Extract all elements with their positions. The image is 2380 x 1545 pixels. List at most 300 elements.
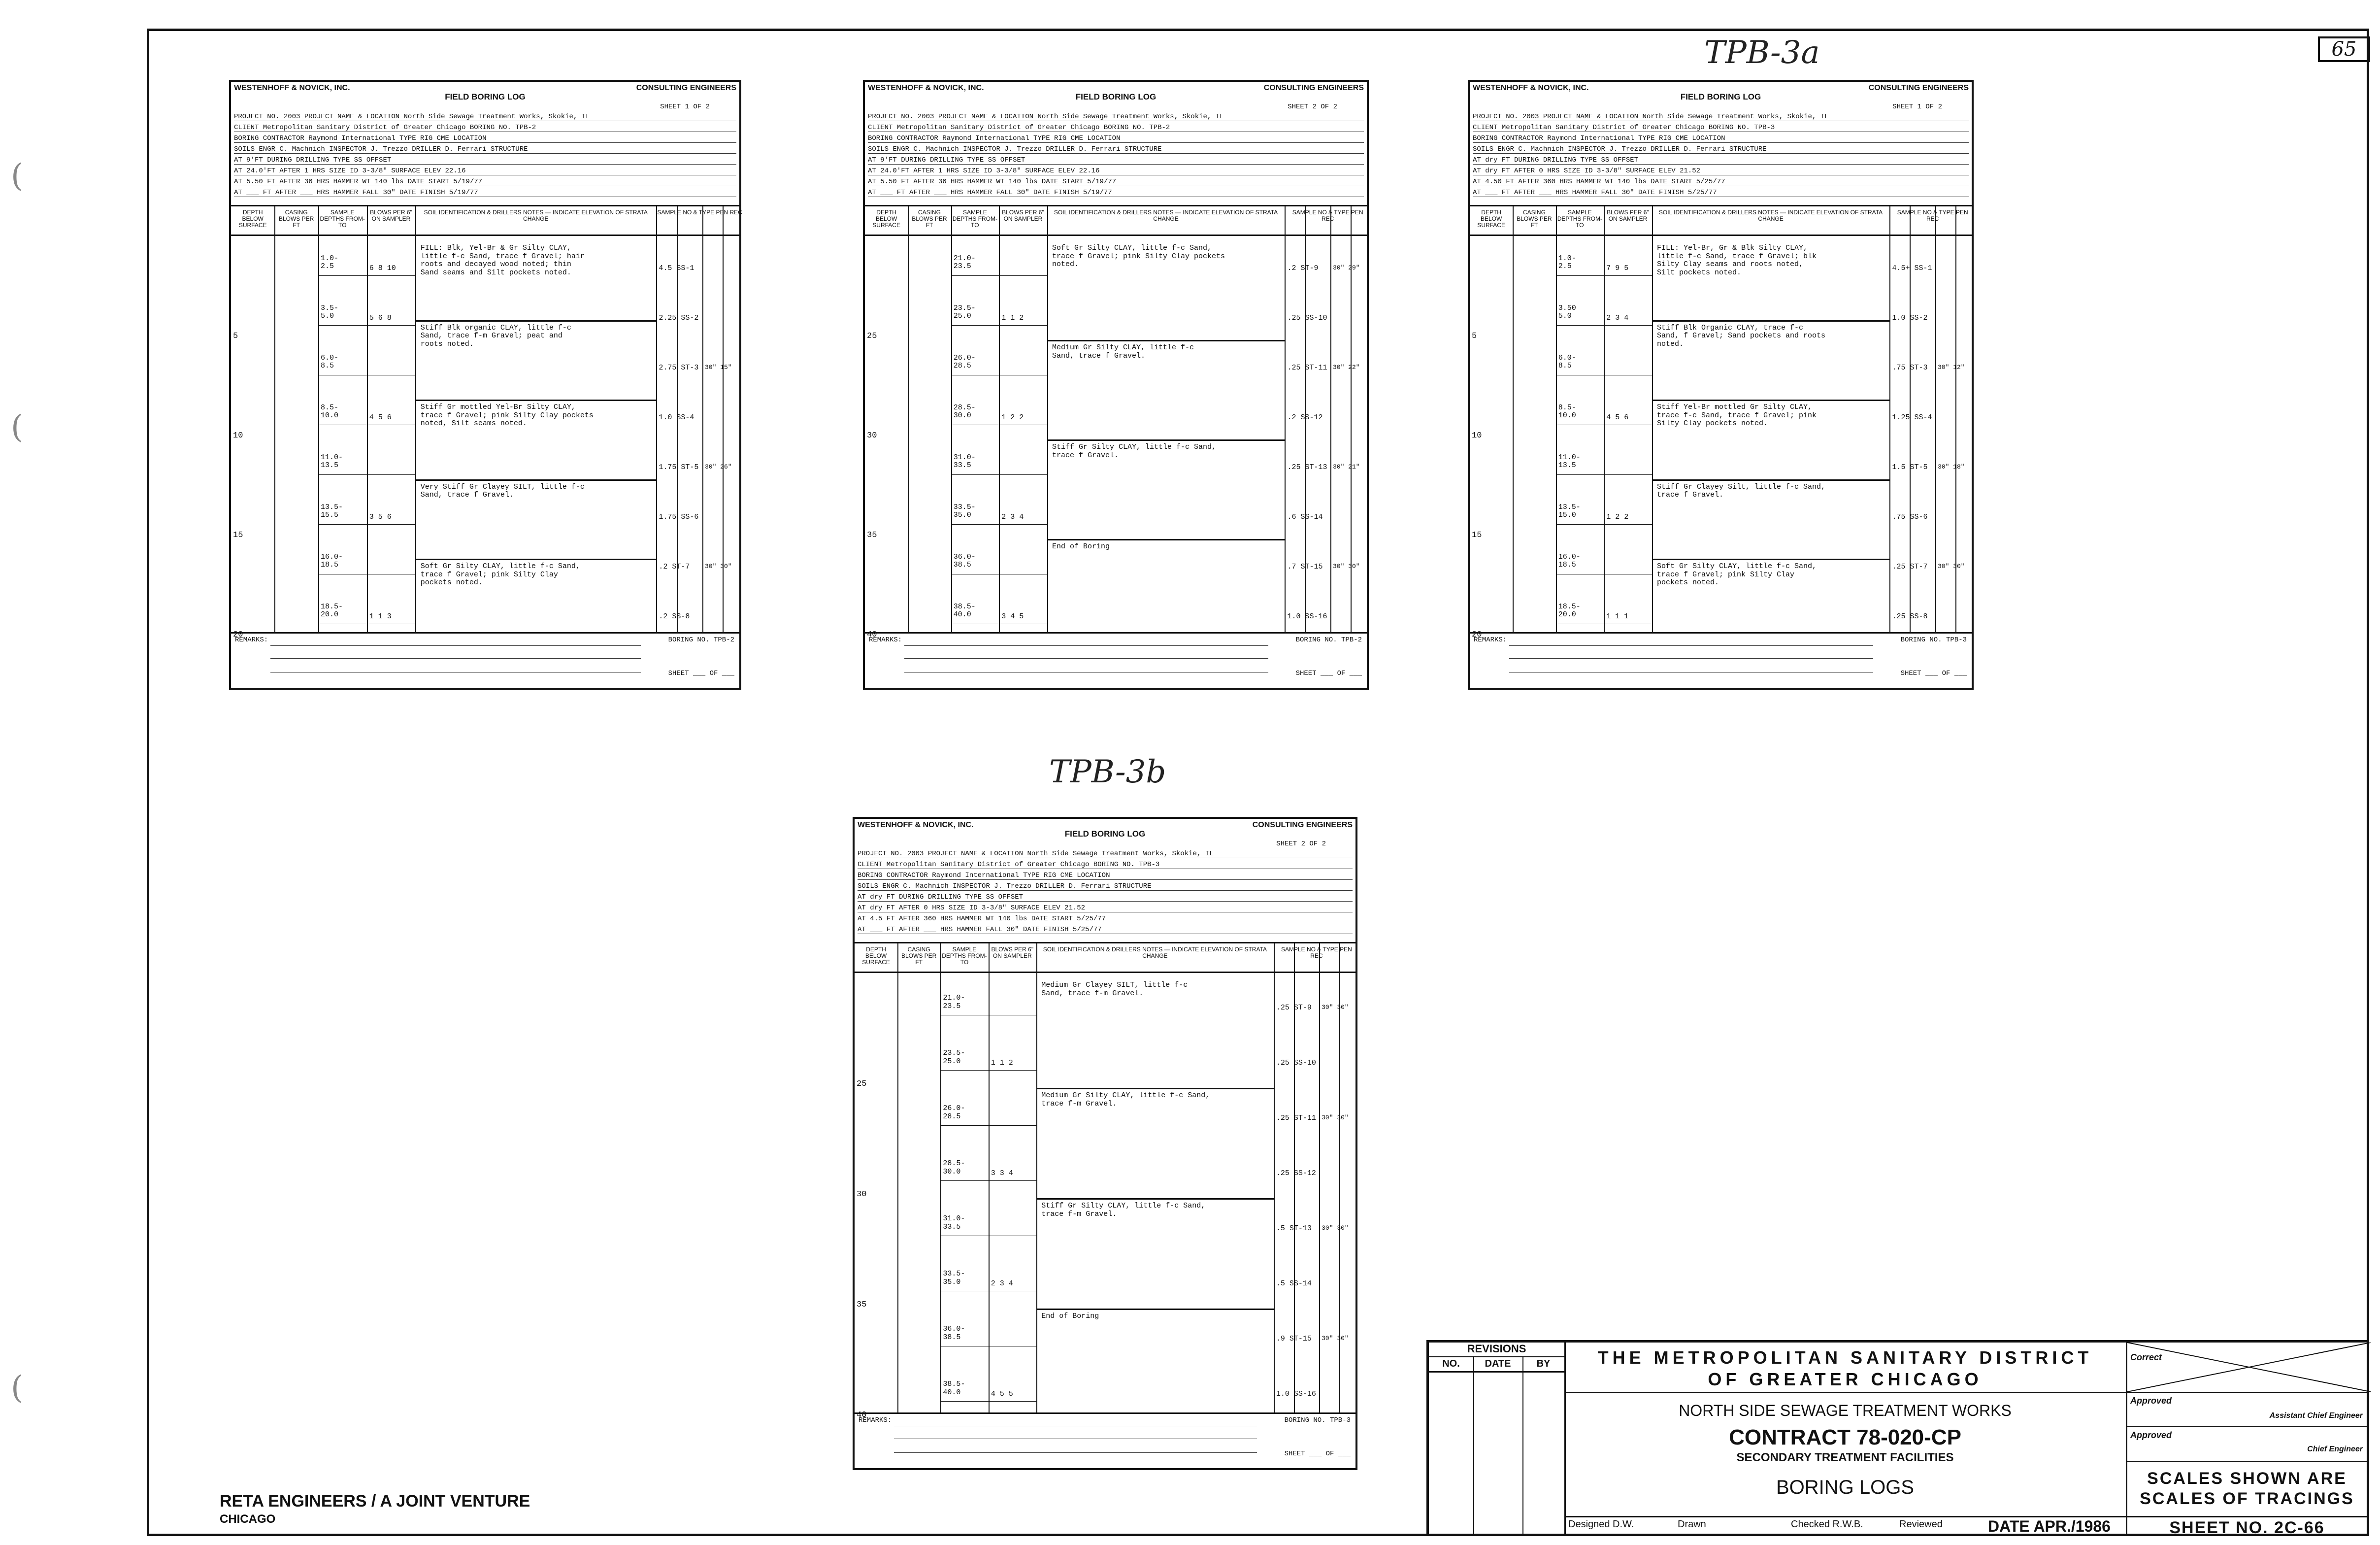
divider: [1564, 1392, 2126, 1393]
sample-row-line: [940, 1125, 1036, 1126]
depth-mark: 40: [857, 1411, 867, 1420]
sample-id: .25 ST-7: [1892, 562, 1928, 571]
soil-description: Stiff Blk Organic CLAY, trace f-c Sand, f Gravel; Sand pockets and roots noted.: [1656, 323, 1826, 348]
sample-blows: 3 5 6: [369, 512, 392, 521]
column-divider: [897, 942, 898, 1414]
depth-mark: 35: [867, 531, 877, 540]
sample-blows: 2 3 4: [991, 1279, 1013, 1288]
sample-id: 1.0 SS-16: [1287, 612, 1327, 621]
header-water4: AT ___ FT AFTER ___ HRS HAMMER FALL 30" DATE FINISH 5/19/77: [234, 189, 736, 197]
sample-row-line: [318, 325, 416, 326]
sample-blows: 2 3 4: [1606, 313, 1629, 322]
column-divider: [1556, 205, 1557, 634]
column-header: SAMPLE NO & TYPE PEN REC: [1897, 209, 1968, 223]
punch-hole-mark: (: [11, 409, 23, 445]
sample-depth: 3.50 5.0: [1558, 303, 1576, 320]
sample-pen-rec: 30" 22": [1332, 363, 1360, 371]
district-line2: OF GREATER CHICAGO: [1708, 1369, 1983, 1389]
sample-blows: 4 5 5: [991, 1390, 1013, 1398]
boring-number: BORING NO. TPB-3: [1284, 1416, 1351, 1424]
sample-id: .7 ST-15: [1287, 562, 1323, 571]
column-header: SAMPLE NO & TYPE PEN REC: [1292, 209, 1363, 223]
sample-pen-rec: 30" 30": [1322, 1114, 1349, 1121]
approvals: [2126, 1343, 2367, 1537]
remarks-line: [904, 658, 1268, 659]
handwritten-label-tpb3a: TPB-3a: [1704, 34, 1820, 71]
sample-depth: 13.5- 15.5: [321, 503, 343, 519]
boring-log-tpb2b: [863, 80, 1369, 690]
drawn-by: Drawn: [1678, 1519, 1706, 1530]
sample-pen-rec: 30" 21": [1332, 463, 1360, 470]
sample-id: .5 SS-14: [1276, 1279, 1312, 1288]
remarks-label: REMARKS:: [1474, 636, 1507, 644]
soil-description: Stiff Gr Silty CLAY, little f-c Sand, trace f Gravel.: [1052, 443, 1217, 460]
page-number: 65: [2318, 36, 2370, 62]
column-divider: [318, 205, 319, 634]
sample-row-line: [1556, 524, 1652, 525]
column-header: CASING BLOWS PER FT: [901, 946, 937, 966]
scales-note: SCALES SHOWN ARE SCALES OF TRACINGS: [2140, 1469, 2354, 1508]
sample-depth: 38.5- 40.0: [953, 602, 976, 619]
soil-description: Stiff Gr mottled Yel-Br Silty CLAY, trace f Gravel; pink Silty Clay pockets noted, Silt seams noted.: [420, 403, 594, 428]
sample-row-line: [318, 524, 416, 525]
sample-id: .25 ST-11: [1287, 363, 1327, 372]
column-divider: [1274, 942, 1275, 1414]
header-project: PROJECT NO. 2003 PROJECT NAME & LOCATION North Side Sewage Treatment Works, Skokie, IL: [1473, 113, 1969, 121]
header-water4: AT ___ FT AFTER ___ HRS HAMMER FALL 30" DATE FINISH 5/19/77: [868, 189, 1364, 197]
column-header: SOIL IDENTIFICATION & DRILLERS NOTES — INDICATE ELEVATION OF STRATA CHANGE: [1054, 209, 1278, 223]
chief-engineer-label: Chief Engineer: [2307, 1445, 2363, 1453]
title-block: [1426, 1340, 2369, 1536]
district-line1: THE METROPOLITAN SANITARY DISTRICT: [1597, 1347, 2093, 1368]
header-water2: AT 24.0'FT AFTER 1 HRS SIZE ID 3-3/8" SURFACE ELEV 22.16: [234, 168, 736, 175]
depth-mark: 30: [857, 1190, 867, 1199]
firm-name: WESTENHOFF & NOVICK, INC.: [868, 84, 984, 92]
boring-number: BORING NO. TPB-2: [1295, 636, 1362, 644]
column-header: SAMPLE DEPTHS FROM-TO: [320, 209, 365, 229]
sample-id: .25 SS-12: [1276, 1169, 1316, 1177]
sample-id: 4.5 SS-1: [659, 264, 694, 272]
strata-change-line: [1036, 1088, 1274, 1089]
sample-id: 1.0 SS-2: [1892, 313, 1928, 322]
header-contractor: BORING CONTRACTOR Raymond International TYPE RIG CME LOCATION: [234, 135, 736, 143]
sample-row-line: [951, 275, 1047, 276]
sample-id: .75 ST-3: [1892, 363, 1928, 372]
column-divider: [274, 205, 275, 634]
remarks-label: REMARKS:: [235, 636, 268, 644]
column-divider: [940, 942, 941, 1414]
depth-mark: 5: [1472, 332, 1477, 341]
consulting-label: CONSULTING ENGINEERS: [636, 84, 736, 92]
header-client: CLIENT Metropolitan Sanitary District of Greater Chicago BORING NO. TPB-3: [1473, 124, 1969, 132]
sample-id: .2 ST-9: [1287, 264, 1319, 272]
soil-description: Stiff Gr Clayey Silt, little f-c Sand, trace f Gravel.: [1656, 482, 1826, 500]
column-divider: [951, 205, 952, 634]
header-engineer: SOILS ENGR C. Machnich INSPECTOR J. Trezzo DRILLER D. Ferrari STRUCTURE: [1473, 146, 1969, 154]
header-contractor: BORING CONTRACTOR Raymond International TYPE RIG CME LOCATION: [858, 872, 1353, 880]
sample-depth: 11.0- 13.5: [321, 453, 343, 470]
depth-mark: 10: [233, 431, 243, 440]
header-water3: AT 4.5 FT AFTER 360 HRS HAMMER WT 140 lbs DATE START 5/25/77: [858, 915, 1353, 923]
soil-description: Soft Gr Silty CLAY, little f-c Sand, trace f Gravel; pink Silty Clay pockets noted.: [420, 562, 580, 587]
column-header: CASING BLOWS PER FT: [912, 209, 947, 229]
column-header: SAMPLE DEPTHS FROM-TO: [942, 946, 987, 966]
column-divider: [1047, 205, 1048, 634]
column-divider: [367, 205, 368, 634]
header-water4: AT ___ FT AFTER ___ HRS HAMMER FALL 30" DATE FINISH 5/25/77: [1473, 189, 1969, 197]
depth-mark: 40: [867, 630, 877, 639]
sample-blows: 5 6 8: [369, 313, 392, 322]
column-divider: [1935, 205, 1936, 634]
header-client: CLIENT Metropolitan Sanitary District of Greater Chicago BORING NO. TPB-3: [858, 861, 1353, 869]
sample-depth: 38.5- 40.0: [943, 1380, 965, 1397]
header-engineer: SOILS ENGR C. Machnich INSPECTOR J. Trezzo DRILLER D. Ferrari STRUCTURE: [868, 146, 1364, 154]
sample-depth: 16.0- 18.5: [321, 552, 343, 569]
depth-mark: 30: [867, 431, 877, 440]
column-headers: [865, 205, 1367, 236]
column-header: CASING BLOWS PER FT: [278, 209, 314, 229]
column-header: SAMPLE NO & TYPE PEN REC: [657, 209, 742, 216]
sample-pen-rec: 30" 15": [705, 363, 732, 371]
header-water3: AT 5.50 FT AFTER 36 HRS HAMMER WT 140 lbs DATE START 5/19/77: [868, 178, 1364, 186]
punch-hole-mark: (: [11, 158, 23, 194]
sample-id: .5 ST-13: [1276, 1224, 1312, 1233]
sample-row-line: [940, 1070, 1036, 1071]
log-footer: [1470, 632, 1972, 688]
header-engineer: SOILS ENGR C. Machnich INSPECTOR J. Trezzo DRILLER D. Ferrari STRUCTURE: [858, 883, 1353, 891]
sheet-label: SHEET 2 OF 2: [1276, 840, 1326, 848]
column-divider: [1652, 205, 1653, 634]
sample-depth: 1.0- 2.5: [1558, 254, 1576, 270]
sample-depth: 36.0- 38.5: [953, 552, 976, 569]
soil-description: End of Boring: [1052, 542, 1110, 551]
rev-divider: [1522, 1356, 1523, 1534]
sample-blows: 1 1 2: [991, 1059, 1013, 1067]
sample-row-line: [1556, 325, 1652, 326]
header-project: PROJECT NO. 2003 PROJECT NAME & LOCATION North Side Sewage Treatment Works, Skokie, IL: [858, 850, 1353, 858]
sample-depth: 23.5- 25.0: [953, 303, 976, 320]
strata-change-line: [1652, 479, 1890, 481]
remarks-line: [270, 658, 641, 659]
sample-row-line: [318, 275, 416, 276]
column-divider: [999, 205, 1000, 634]
sample-row-line: [940, 1401, 1036, 1402]
sample-id: 2.25 SS-2: [659, 313, 699, 322]
soil-description: Medium Gr Silty CLAY, little f-c Sand, trace f Gravel.: [1052, 343, 1194, 360]
log-title: FIELD BORING LOG: [445, 92, 526, 101]
sheet-label: SHEET 1 OF 2: [1892, 103, 1942, 111]
depth-mark: 20: [233, 630, 243, 639]
column-header: SAMPLE DEPTHS FROM-TO: [952, 209, 998, 229]
sample-depth: 21.0- 23.5: [943, 994, 965, 1010]
column-divider: [1604, 205, 1605, 634]
sample-row-line: [1556, 275, 1652, 276]
consulting-label: CONSULTING ENGINEERS: [1252, 821, 1353, 829]
sample-id: 1.75 ST-5: [659, 463, 699, 471]
sample-pen-rec: 30" 30": [1322, 1224, 1349, 1232]
column-divider: [702, 205, 703, 634]
sample-pen-rec: 30" 30": [1322, 1004, 1349, 1011]
header-contractor: BORING CONTRACTOR Raymond International TYPE RIG CME LOCATION: [1473, 135, 1969, 143]
column-header: BLOWS PER 6" ON SAMPLER: [991, 946, 1034, 960]
designed-by: Designed D.W.: [1568, 1519, 1634, 1530]
checked-by: Checked R.W.B.: [1791, 1519, 1863, 1530]
header-water1: AT 9'FT DURING DRILLING TYPE SS OFFSET: [868, 157, 1364, 165]
sample-id: .2 SS-8: [659, 612, 690, 621]
sample-pen-rec: 30" 18": [1937, 463, 1965, 470]
strata-change-line: [1652, 559, 1890, 560]
remarks-line: [904, 645, 1268, 646]
column-divider: [1036, 942, 1037, 1414]
sample-id: .2 ST-7: [659, 562, 690, 571]
column-header: CASING BLOWS PER FT: [1517, 209, 1552, 229]
sample-id: .6 SS-14: [1287, 512, 1323, 521]
sheet-footer: SHEET ___ OF ___: [668, 670, 734, 677]
consulting-label: CONSULTING ENGINEERS: [1263, 84, 1364, 92]
approved-label: Approved: [2130, 1430, 2172, 1440]
drawing-date: DATE APR./1986: [1988, 1517, 2111, 1535]
column-divider: [1319, 942, 1320, 1414]
sample-depth: 33.5- 35.0: [943, 1270, 965, 1286]
header-engineer: SOILS ENGR C. Machnich INSPECTOR J. Trezzo DRILLER D. Ferrari STRUCTURE: [234, 146, 736, 154]
sample-pen-rec: 30" 26": [705, 463, 732, 470]
column-header: DEPTH BELOW SURFACE: [872, 209, 900, 229]
sample-blows: 1 2 2: [1001, 413, 1024, 422]
boring-log-tpb3: [1468, 80, 1974, 690]
sample-pen-rec: 30" 30": [1332, 562, 1360, 570]
column-divider: [415, 205, 416, 634]
header-water1: AT dry FT DURING DRILLING TYPE SS OFFSET: [1473, 157, 1969, 165]
boring-number: BORING NO. TPB-3: [1900, 636, 1967, 644]
column-headers: [1470, 205, 1972, 236]
assistant-chief-engineer-label: Assistant Chief Engineer: [2269, 1411, 2363, 1420]
sample-blows: 4 5 6: [1606, 413, 1629, 422]
joint-venture-name: RETA ENGINEERS / A JOINT VENTURE: [220, 1492, 530, 1511]
sheet-label: SHEET 2 OF 2: [1288, 103, 1337, 111]
sample-depth: 28.5- 30.0: [943, 1159, 965, 1176]
strata-change-line: [415, 479, 656, 481]
soil-description: Medium Gr Clayey SILT, little f-c Sand, trace f-m Gravel.: [1041, 981, 1188, 998]
header-client: CLIENT Metropolitan Sanitary District of Greater Chicago BORING NO. TPB-2: [868, 124, 1364, 132]
sample-blows: 1 1 3: [369, 612, 392, 621]
sample-row-line: [951, 325, 1047, 326]
sample-depth: 26.0- 28.5: [953, 353, 976, 370]
joint-venture-city: CHICAGO: [220, 1512, 276, 1526]
contract-number: CONTRACT 78-020-CP: [1729, 1425, 1961, 1449]
sample-depth: 8.5- 10.0: [1558, 403, 1576, 420]
sample-pen-rec: 30" 29": [1332, 264, 1360, 271]
sample-id: .25 SS-10: [1276, 1059, 1316, 1067]
column-header: DEPTH BELOW SURFACE: [238, 209, 267, 229]
drawing-title: BORING LOGS: [1776, 1477, 1915, 1498]
header-water1: AT 9'FT DURING DRILLING TYPE SS OFFSET: [234, 157, 736, 165]
depth-mark: 10: [1472, 431, 1482, 440]
strata-change-line: [1047, 539, 1285, 540]
sample-blows: 1 1 1: [1606, 612, 1629, 621]
sample-blows: 6 8 10: [369, 264, 396, 272]
header-project: PROJECT NO. 2003 PROJECT NAME & LOCATION North Side Sewage Treatment Works, Skokie, IL: [868, 113, 1364, 121]
firm-name: WESTENHOFF & NOVICK, INC.: [234, 84, 350, 92]
firm-name: WESTENHOFF & NOVICK, INC.: [858, 821, 974, 829]
sample-pen-rec: 30" 30": [705, 562, 732, 570]
firm-name: WESTENHOFF & NOVICK, INC.: [1473, 84, 1589, 92]
divider: [2127, 1461, 2367, 1462]
log-title: FIELD BORING LOG: [1064, 829, 1146, 839]
facilities-label: SECONDARY TREATMENT FACILITIES: [1736, 1451, 1954, 1464]
approved-label: Approved: [2130, 1396, 2172, 1406]
sample-id: 2.75 ST-3: [659, 363, 699, 372]
depth-mark: 15: [233, 531, 243, 540]
sample-id: .2 SS-12: [1287, 413, 1323, 422]
log-footer: [865, 632, 1367, 688]
sample-depth: 8.5- 10.0: [321, 403, 339, 420]
strata-change-line: [1652, 400, 1890, 401]
strata-change-line: [415, 559, 656, 560]
strata-change-line: [1047, 340, 1285, 341]
sample-id: .25 ST-11: [1276, 1114, 1316, 1122]
sample-id: 4.5+ SS-1: [1892, 264, 1932, 272]
remarks-line: [1509, 658, 1873, 659]
soil-description: Stiff Yel-Br mottled Gr Silty CLAY, trace f-c Sand, trace f Gravel; pink Silty Clay pockets noted.: [1656, 403, 1817, 428]
sample-depth: 16.0- 18.5: [1558, 552, 1581, 569]
sample-id: 1.5 ST-5: [1892, 463, 1928, 471]
log-footer: [231, 632, 739, 688]
header-water4: AT ___ FT AFTER ___ HRS HAMMER FALL 30" DATE FINISH 5/25/77: [858, 926, 1353, 934]
header-water2: AT dry FT AFTER 0 HRS SIZE ID 3-3/8" SURFACE ELEV 21.52: [1473, 168, 1969, 175]
consulting-label: CONSULTING ENGINEERS: [1868, 84, 1969, 92]
works-name: NORTH SIDE SEWAGE TREATMENT WORKS: [1679, 1402, 2012, 1419]
sample-blows: 3 3 4: [991, 1169, 1013, 1177]
sample-id: .75 SS-6: [1892, 512, 1928, 521]
strata-change-line: [1036, 1309, 1274, 1310]
depth-mark: 25: [857, 1079, 867, 1089]
reviewed-by: Reviewed: [1899, 1519, 1943, 1530]
column-header: BLOWS PER 6" ON SAMPLER: [1607, 209, 1649, 223]
column-header: SAMPLE NO & TYPE PEN REC: [1281, 946, 1352, 960]
sheet-label: SHEET 1 OF 2: [660, 103, 710, 111]
sample-id: 1.0 SS-16: [1276, 1390, 1316, 1398]
remarks-label: REMARKS:: [859, 1416, 892, 1424]
sample-id: .25 ST-13: [1287, 463, 1327, 471]
depth-mark: 35: [857, 1300, 867, 1310]
correct-label: Correct: [2130, 1352, 2162, 1362]
sample-depth: 36.0- 38.5: [943, 1325, 965, 1342]
column-headers: [855, 942, 1355, 973]
sample-pen-rec: 30" 30": [1322, 1335, 1349, 1342]
handwritten-label-tpb3b: TPB-3b: [1049, 754, 1166, 790]
boring-number: BORING NO. TPB-2: [668, 636, 734, 644]
header-water3: AT 5.50 FT AFTER 36 HRS HAMMER WT 140 lbs DATE START 5/19/77: [234, 178, 736, 186]
soil-description: Soft Gr Silty CLAY, little f-c Sand, trace f Gravel; pink Silty Clay pockets noted.: [1052, 244, 1225, 269]
sample-depth: 3.5- 5.0: [321, 303, 339, 320]
sample-row-line: [318, 474, 416, 475]
rev-col-date: DATE: [1485, 1358, 1511, 1369]
soil-description: Stiff Blk organic CLAY, little f-c Sand, trace f-m Gravel; peat and roots noted.: [420, 323, 571, 348]
sample-row-line: [1556, 474, 1652, 475]
column-divider: [908, 205, 909, 634]
column-header: SOIL IDENTIFICATION & DRILLERS NOTES — INDICATE ELEVATION OF STRATA CHANGE: [1043, 946, 1267, 960]
rev-col-by: BY: [1536, 1358, 1551, 1369]
sample-depth: 28.5- 30.0: [953, 403, 976, 420]
boring-log-tpb3b: [853, 817, 1357, 1470]
rev-col-no: NO.: [1442, 1358, 1460, 1369]
column-header: SOIL IDENTIFICATION & DRILLERS NOTES — INDICATE ELEVATION OF STRATA CHANGE: [424, 209, 648, 223]
revisions-header: [1429, 1356, 1564, 1373]
remarks-line: [1509, 645, 1873, 646]
depth-mark: 15: [1472, 531, 1482, 540]
column-header: DEPTH BELOW SURFACE: [862, 946, 890, 966]
sample-row-line: [940, 1180, 1036, 1181]
sample-depth: 11.0- 13.5: [1558, 453, 1581, 470]
header-water1: AT dry FT DURING DRILLING TYPE SS OFFSET: [858, 894, 1353, 902]
log-footer: [855, 1412, 1355, 1468]
depth-mark: 25: [867, 332, 877, 341]
header-water2: AT dry FT AFTER 0 HRS SIZE ID 3-3/8" SURFACE ELEV 21.52: [858, 905, 1353, 912]
sample-depth: 6.0- 8.5: [321, 353, 339, 370]
column-divider: [1889, 205, 1890, 634]
strata-change-line: [415, 400, 656, 401]
strata-change-line: [1047, 439, 1285, 441]
header-project: PROJECT NO. 2003 PROJECT NAME & LOCATION North Side Sewage Treatment Works, Skokie, IL: [234, 113, 736, 121]
divider: [2127, 1426, 2367, 1427]
punch-hole-mark: (: [11, 1370, 23, 1406]
sample-depth: 23.5- 25.0: [943, 1049, 965, 1066]
revisions-title: REVISIONS: [1429, 1343, 1564, 1357]
header-water3: AT 4.50 FT AFTER 360 HRS HAMMER WT 140 lbs DATE START 5/25/77: [1473, 178, 1969, 186]
strata-change-line: [1652, 320, 1890, 322]
sample-id: 1.0 SS-4: [659, 413, 694, 422]
sample-blows: 1 1 2: [1001, 313, 1024, 322]
sample-depth: 31.0- 33.5: [943, 1214, 965, 1231]
remarks-line: [894, 1452, 1257, 1453]
sample-row-line: [951, 524, 1047, 525]
header-contractor: BORING CONTRACTOR Raymond International TYPE RIG CME LOCATION: [868, 135, 1364, 143]
sample-depth: 13.5- 15.0: [1558, 503, 1581, 519]
title-main: [1564, 1343, 2126, 1534]
sample-depth: 31.0- 33.5: [953, 453, 976, 470]
strata-change-line: [415, 320, 656, 322]
depth-mark: 5: [233, 332, 238, 341]
column-header: SAMPLE DEPTHS FROM-TO: [1557, 209, 1603, 229]
soil-description: FILL: Blk, Yel-Br & Gr Silty CLAY, little f-c Sand, trace f Gravel; hair roots and decayed wood noted; thin Sand seams and Silt pockets noted.: [420, 244, 585, 277]
sheet-number: SHEET NO. 2C-66: [2127, 1516, 2367, 1538]
column-divider: [1339, 942, 1340, 1414]
sample-id: .25 SS-10: [1287, 313, 1327, 322]
column-header: DEPTH BELOW SURFACE: [1477, 209, 1505, 229]
column-divider: [989, 942, 990, 1414]
soil-description: Soft Gr Silty CLAY, little f-c Sand, trace f Gravel; pink Silty Clay pockets noted.: [1656, 562, 1817, 587]
sample-id: 1.25 SS-4: [1892, 413, 1932, 422]
column-headers: [231, 205, 742, 236]
column-divider: [1330, 205, 1331, 634]
sheet-footer: SHEET ___ OF ___: [1900, 670, 1967, 677]
sample-id: .25 SS-8: [1892, 612, 1928, 621]
sample-blows: 2 3 4: [1001, 512, 1024, 521]
log-title: FIELD BORING LOG: [1075, 92, 1157, 101]
soil-description: Stiff Gr Silty CLAY, little f-c Sand, trace f-m Gravel.: [1041, 1202, 1206, 1218]
log-title: FIELD BORING LOG: [1680, 92, 1761, 101]
sample-pen-rec: 30" 30": [1937, 562, 1965, 570]
sample-blows: 7 9 5: [1606, 264, 1629, 272]
sample-pen-rec: 30" 12": [1937, 363, 1965, 371]
soil-description: FILL: Yel-Br, Gr & Blk Silty CLAY, little f-c Sand, trace f Gravel; blk Silty Clay seams and roots noted, Silt pockets noted.: [1656, 244, 1817, 277]
rev-divider: [1473, 1356, 1474, 1534]
boring-log-tpb2: [229, 80, 741, 690]
soil-description: Medium Gr Silty CLAY, little f-c Sand, trace f-m Gravel.: [1041, 1091, 1210, 1108]
divider: [2127, 1392, 2367, 1393]
sample-depth: 18.5- 20.0: [321, 602, 343, 619]
sample-depth: 1.0- 2.5: [321, 254, 339, 270]
